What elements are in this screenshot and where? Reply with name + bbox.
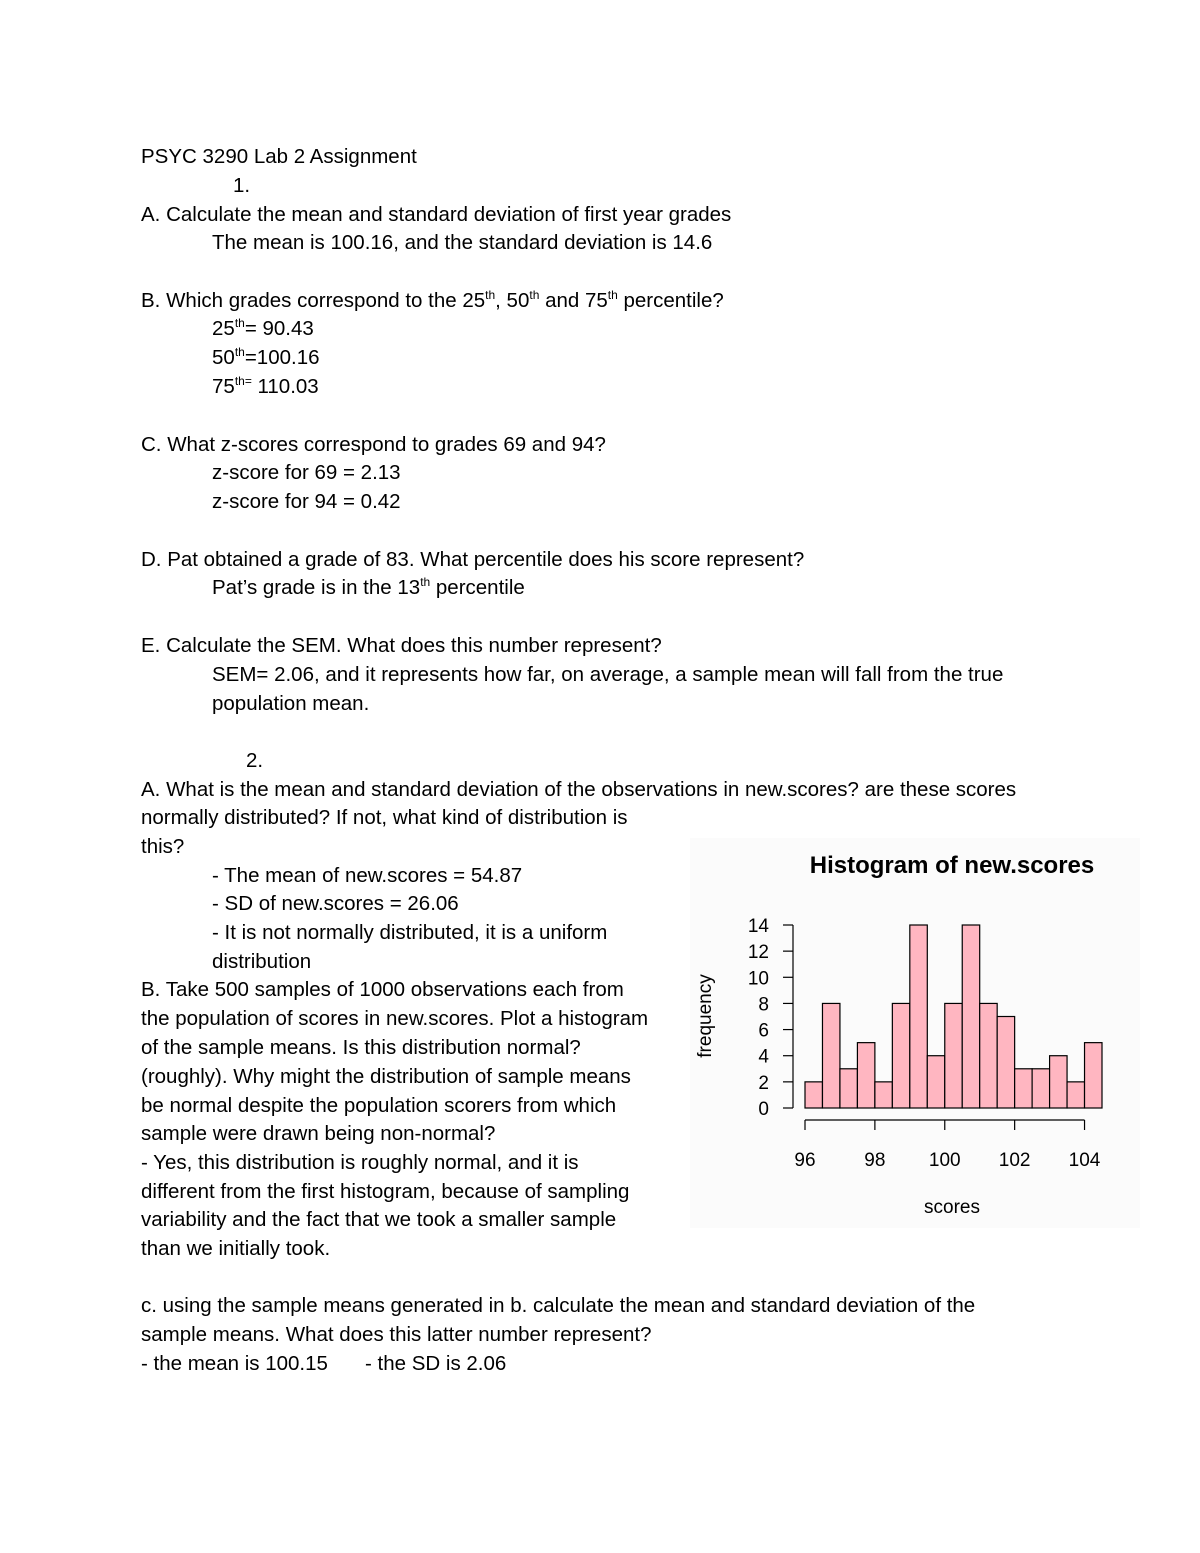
chart-title: Histogram of new.scores xyxy=(809,852,1095,879)
histogram-chart xyxy=(690,838,1140,1228)
q1c-answer-69: z-score for 69 = 2.13 xyxy=(212,461,401,484)
x-axis-label: scores xyxy=(924,1197,980,1218)
q1c-answer-94: z-score for 94 = 0.42 xyxy=(212,490,401,513)
q2a-line2: normally distributed? If not, what kind of distribution is xyxy=(141,806,628,829)
x-tick-label: 98 xyxy=(864,1150,886,1171)
q2a-answer-dist: - It is not normally distributed, it is a uniform xyxy=(212,921,608,944)
y-tick-label: 4 xyxy=(758,1046,769,1068)
x-tick-label: 100 xyxy=(928,1150,961,1171)
q2b-line: be normal despite the population scorers from which xyxy=(141,1094,617,1117)
histogram-bar xyxy=(840,1069,857,1108)
y-tick-label: 8 xyxy=(758,994,769,1016)
q1b-answer-50th: 50th=100.16 xyxy=(212,345,320,369)
q2c-line1: c. using the sample means generated in b. calculate the mean and standard deviation of the xyxy=(141,1294,976,1317)
y-axis-label: frequency xyxy=(695,974,716,1058)
doc-title: PSYC 3290 Lab 2 Assignment xyxy=(141,145,417,168)
x-tick-label: 104 xyxy=(1068,1150,1101,1171)
q1-number: 1. xyxy=(233,174,251,197)
q2b-line: - Yes, this distribution is roughly normal, and it is xyxy=(141,1151,579,1174)
q2b-line: variability and the fact that we took a smaller sample xyxy=(141,1208,617,1231)
q2c-answer-mean: - the mean is 100.15 xyxy=(141,1352,328,1375)
histogram-bar xyxy=(875,1082,892,1108)
q2b-line: sample were drawn being non-normal? xyxy=(141,1122,496,1145)
histogram-bar xyxy=(1032,1069,1049,1108)
histogram-bar xyxy=(962,925,979,1108)
histogram-bar xyxy=(1050,1056,1067,1108)
x-tick-label: 96 xyxy=(794,1150,816,1171)
q2a-answer-dist-cont: distribution xyxy=(212,950,312,973)
q2b-line: the population of scores in new.scores. Plot a histogram xyxy=(141,1007,649,1030)
q1e-question: E. Calculate the SEM. What does this number represent? xyxy=(141,634,662,657)
q2b-line: than we initially took. xyxy=(141,1237,331,1260)
q2c-answer-sd: - the SD is 2.06 xyxy=(365,1352,507,1375)
histogram-bar xyxy=(822,1003,839,1108)
q1e-answer-line1: SEM= 2.06, and it represents how far, on average, a sample mean will fall from the true xyxy=(212,663,1004,686)
histogram-bar xyxy=(980,1003,997,1108)
q1b-question: B. Which grades correspond to the 25th, 50th and 75th percentile? xyxy=(141,288,724,312)
q2a-answer-sd: - SD of new.scores = 26.06 xyxy=(212,892,459,915)
q2b-line: (roughly). Why might the distribution of sample means xyxy=(141,1065,631,1088)
y-tick-label: 10 xyxy=(747,968,769,990)
q1c-question: C. What z-scores correspond to grades 69 and 94? xyxy=(141,433,606,456)
q2b-line: B. Take 500 samples of 1000 observations each from xyxy=(141,978,624,1001)
q1d-answer: Pat’s grade is in the 13th percentile xyxy=(212,575,525,599)
histogram-svg xyxy=(690,838,1140,1228)
y-tick-label: 2 xyxy=(758,1072,769,1094)
q2-number: 2. xyxy=(246,749,264,772)
histogram-bar xyxy=(892,1003,909,1108)
q2b-line: different from the first histogram, because of sampling xyxy=(141,1180,630,1203)
histogram-bar xyxy=(1067,1082,1084,1108)
histogram-bar xyxy=(1085,1043,1102,1108)
histogram-bar xyxy=(1015,1069,1032,1108)
histogram-bar xyxy=(927,1056,944,1108)
q2b-line: of the sample means. Is this distribution normal? xyxy=(141,1036,581,1059)
q1e-answer-line2: population mean. xyxy=(212,692,370,715)
histogram-bar xyxy=(857,1043,874,1108)
q2a-line3: this? xyxy=(141,835,185,858)
q2a-answer-mean: - The mean of new.scores = 54.87 xyxy=(212,864,523,887)
q1b-answer-25th: 25th= 90.43 xyxy=(212,316,314,340)
q1a-answer: The mean is 100.16, and the standard deviation is 14.6 xyxy=(212,231,713,254)
y-tick-label: 0 xyxy=(758,1099,769,1120)
x-tick-label: 102 xyxy=(998,1150,1031,1171)
histogram-bar xyxy=(997,1017,1014,1109)
q2a-line1: A. What is the mean and standard deviation of the observations in new.scores? are these scores xyxy=(141,778,1017,801)
histogram-bar xyxy=(945,1003,962,1108)
q2c-line2: sample means. What does this latter number represent? xyxy=(141,1323,652,1346)
q1b-answer-75th: $75^{th=}$ 110.03 xyxy=(212,374,319,398)
q1a-question: A. Calculate the mean and standard deviation of first year grades xyxy=(141,203,732,226)
y-tick-label: 12 xyxy=(747,942,769,964)
y-tick-label: 6 xyxy=(758,1020,769,1042)
histogram-bar xyxy=(910,925,927,1108)
q1d-question: D. Pat obtained a grade of 83. What percentile does his score represent? xyxy=(141,548,805,571)
y-tick-label: 14 xyxy=(747,916,769,937)
histogram-bar xyxy=(805,1082,822,1108)
